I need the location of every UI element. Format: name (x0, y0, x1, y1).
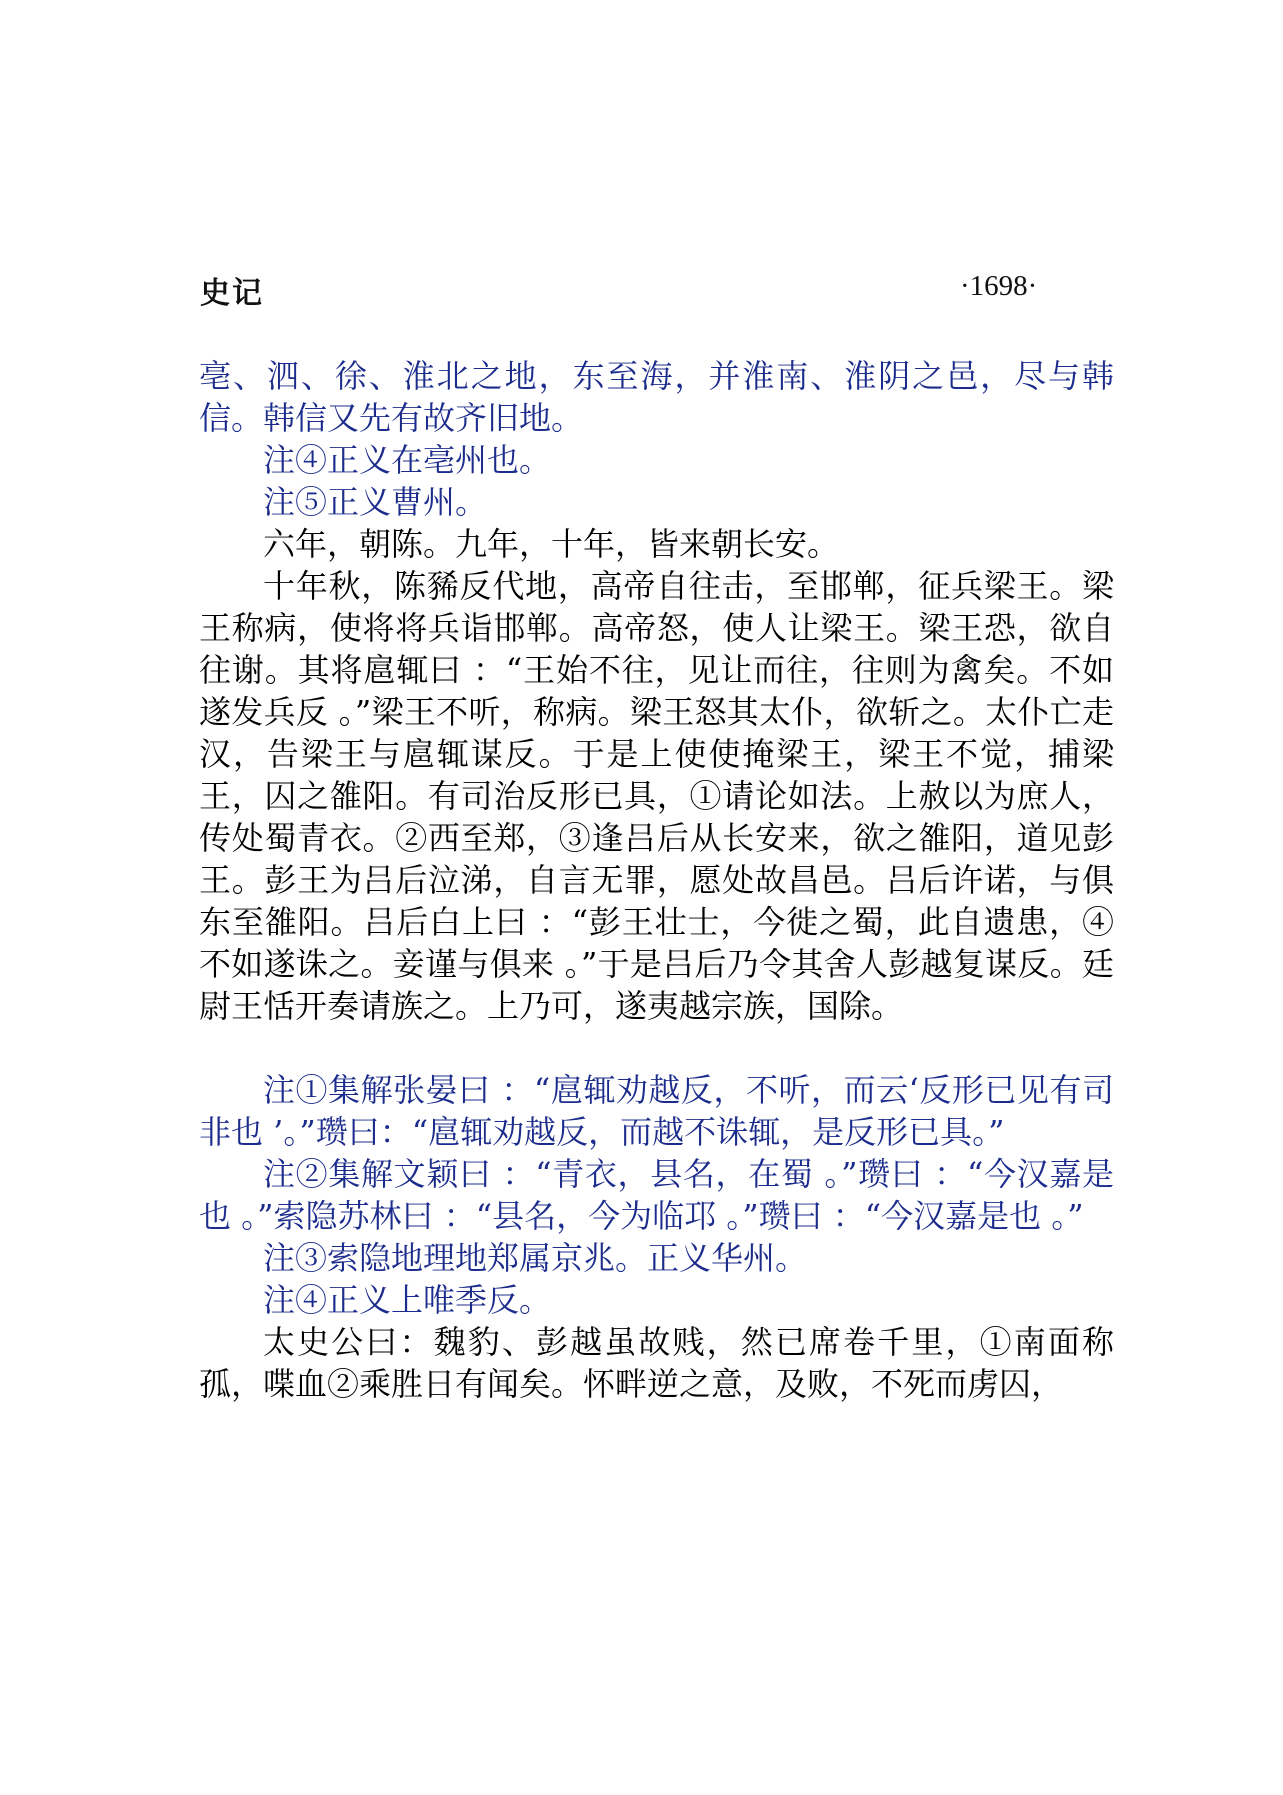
main-paragraph: 十年秋，陈豨反代地，高帝自往击，至邯郸，征兵梁王。梁王称病，使将将兵诣邯郸。高帝怒，使人让梁王。梁王恐，欲自往谢。其将扈辄曰 ：“王始不往，见让而往，往则为禽矣。不如遂发兵反 。”梁王不听，称病。梁王怒其太仆，欲斩之。太仆亡走汉，告梁王与扈辄谋反。于是上使使掩梁王，梁王不觉，捕梁王，囚之雒阳。有司治反形已具，①请论如法。上赦以为庶人，传处蜀青衣。②西至郑，③逢吕后从长安来，欲之雒阳，道见彭王。彭王为吕后泣涕，自言无罪，愿处故昌邑。吕后许诺，与俱东至雒阳。吕后白上曰 ：“彭王壮士，今徙之蜀，此自遗患，④不如遂诛之。妾谨与俱来 。”于是吕后乃令其舍人彭越复谋反。廷尉王恬开奏请族之。上乃可，遂夷越宗族，国除。 (199, 567, 1114, 1025)
note-paragraph: 注③索隐地理地郑属京兆。正义华州。 (263, 1239, 808, 1277)
note-paragraph: 注④正义在亳州也。 (263, 441, 552, 479)
note-paragraph: 注⑤正义曹州。 (263, 483, 488, 521)
main-paragraph: 六年，朝陈。九年，十年，皆来朝长安。 (263, 525, 840, 563)
note-paragraph: 注②集解文颖曰 ：“青衣，县名，在蜀 。”瓒曰 ：“今汉嘉是也 。”索隐苏林曰 ：“县名，今为临邛 。”瓒曰 ：“今汉嘉是也 。” (199, 1155, 1114, 1235)
note-continuation-paragraph: 亳、泗、徐、淮北之地，东至海，并淮南、淮阴之邑，尽与韩信。韩信又先有故齐旧地。 (199, 357, 1114, 437)
page-body (199, 355, 1114, 1405)
book-title: 史记 (200, 276, 264, 311)
main-paragraph: 太史公曰：魏豹、彭越虽故贱，然已席卷千里，①南面称孤，喋血②乘胜日有闻矣。怀畔逆之意，及败，不死而虏囚， (199, 1323, 1114, 1403)
note-paragraph: 注①集解张晏曰 ：“扈辄劝越反，不听，而云‘反形已见有司非也 ’。”瓒曰：“扈辄劝越反，而越不诛辄，是反形已具。” (199, 1071, 1114, 1151)
paragraph-gap (199, 1027, 1114, 1069)
page-number: ·1698· (960, 270, 1038, 302)
note-paragraph: 注④正义上唯季反。 (263, 1281, 552, 1319)
